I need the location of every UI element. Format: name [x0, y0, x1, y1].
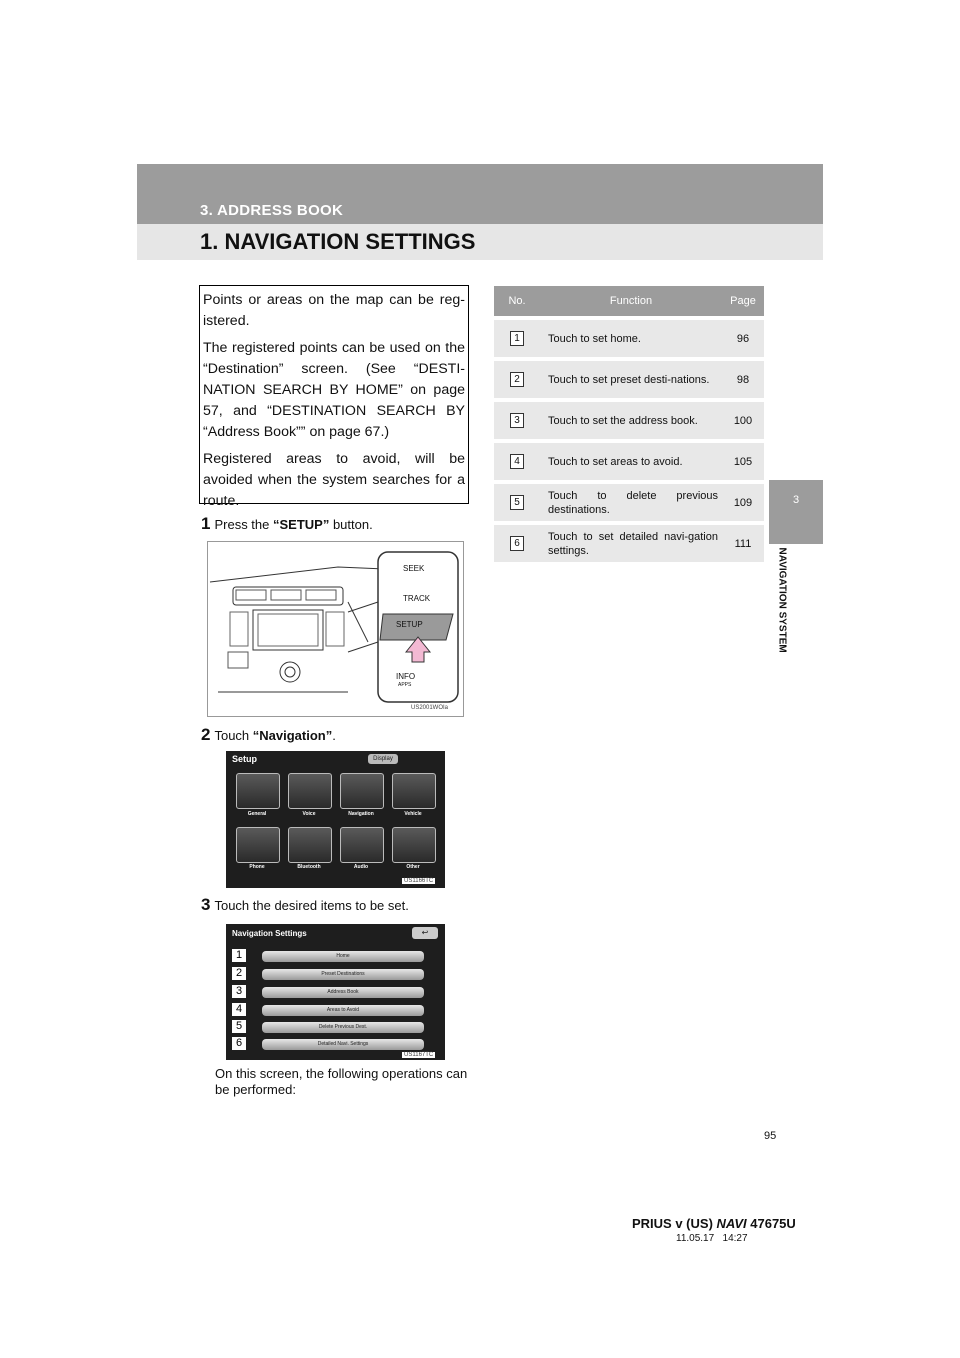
tile-label: Other [406, 864, 420, 870]
row-number: 6 [510, 536, 524, 551]
bluetooth-tile [288, 827, 332, 863]
footer-model: PRIUS v (US) NAVI 47675U [632, 1216, 796, 1231]
section-title: 3. ADDRESS BOOK [200, 202, 344, 219]
nav-settings-title: Navigation Settings [232, 929, 307, 938]
column-header: Page [722, 286, 764, 318]
step-1: 1 Press the “SETUP” button. [201, 514, 373, 533]
tile-label: Vehicle [404, 811, 422, 817]
table-row [494, 523, 764, 562]
row-page: 98 [722, 359, 764, 400]
row-function: Touch to set the address book. [540, 400, 722, 441]
table-row [494, 482, 764, 523]
callout-number: 5 [232, 1020, 246, 1033]
track-label: TRACK [403, 594, 431, 603]
table-row [494, 318, 764, 359]
callout-number: 6 [232, 1037, 246, 1050]
function-table [494, 286, 764, 562]
dashboard-figure [207, 541, 464, 717]
apps-label: APPS [398, 682, 412, 688]
intro-paragraph: Points or areas on the map can be reg-istered. [203, 292, 465, 329]
setup-button-label: SETUP [396, 620, 423, 629]
tile-label: Navigation [348, 811, 374, 817]
column-header: Function [540, 286, 722, 318]
page-number: 95 [764, 1130, 777, 1142]
figure-caption: US2001WOIa [411, 705, 449, 711]
row-function: Touch to set home. [540, 318, 722, 359]
step-2: 2 Touch “Navigation”. [201, 725, 336, 744]
row-number: 4 [510, 454, 524, 469]
general-tile [236, 773, 280, 809]
row-number: 2 [510, 372, 524, 387]
setup-screen-figure [226, 751, 445, 888]
setup-screen-title: Setup [232, 754, 258, 764]
row-page: 96 [722, 318, 764, 359]
dashboard-illustration [208, 542, 464, 717]
callout-number: 1 [232, 949, 246, 962]
callout-number: 4 [232, 1003, 246, 1016]
row-function: Touch to set preset desti-nations. [540, 359, 722, 400]
home-option: Home [262, 951, 424, 962]
address-book-option: Address Book [262, 987, 424, 998]
callout-number: 3 [232, 985, 246, 998]
phone-tile [236, 827, 280, 863]
bullet-text: On this screen, the following operations can be performed: [215, 1066, 468, 1097]
preset-destinations-option: Preset Destinations [262, 969, 424, 980]
figure-caption: US1167TC [404, 1052, 434, 1058]
page-title: 1. NAVIGATION SETTINGS [200, 229, 476, 254]
callout-number: 2 [232, 967, 246, 980]
column-header: No. [494, 286, 540, 318]
tile-label: General [247, 811, 267, 817]
tile-label: Voice [302, 811, 316, 817]
audio-tile [340, 827, 384, 863]
row-page: 105 [722, 441, 764, 482]
intro-box [199, 285, 469, 509]
info-label: INFO [396, 672, 416, 681]
row-function: Touch to set areas to avoid. [540, 441, 722, 482]
navigation-tile [340, 773, 384, 809]
delete-previous-dest-option: Delete Previous Dest. [262, 1022, 424, 1033]
footer-date: 11.05.17 14:27 [676, 1233, 748, 1244]
row-page: 109 [722, 482, 764, 523]
figure-caption: US1166TC [404, 878, 434, 884]
step-3: 3 Touch the desired items to be set. [201, 895, 409, 914]
intro-paragraph: The registered points can be used on the “Destination” screen. (See “DESTI-NATION SEARCH BY HOME” on page 57, and “DESTINATION SEARCH BY “Address Book”” on page 67.) [203, 340, 465, 440]
table-row [494, 359, 764, 400]
other-tile [392, 827, 436, 863]
intro-paragraph: Registered areas to avoid, will be avoided when the system searches for a route. [203, 451, 465, 509]
tile-label: Bluetooth [297, 864, 321, 870]
row-page: 111 [722, 523, 764, 562]
tile-label: Audio [353, 864, 369, 870]
display-button: Display [368, 754, 398, 764]
areas-to-avoid-option: Areas to Avoid [262, 1005, 424, 1016]
vehicle-tile [392, 773, 436, 809]
detailed-navi-settings-option: Detailed Navi. Settings [262, 1039, 424, 1050]
back-icon: ↩ [412, 927, 438, 939]
row-number: 3 [510, 413, 524, 428]
row-number: 5 [510, 495, 524, 510]
navigation-settings-figure [226, 924, 445, 1060]
chapter-label: NAVIGATION SYSTEM [776, 547, 788, 653]
row-function: Touch to delete previous destinations. [540, 482, 722, 523]
table-row [494, 441, 764, 482]
chapter-tab: 3 [769, 480, 823, 544]
seek-label: SEEK [403, 564, 425, 573]
row-function: Touch to set detailed navi-gation settings. [540, 523, 722, 562]
table-row [494, 400, 764, 441]
tile-label: Phone [249, 864, 265, 870]
voice-tile [288, 773, 332, 809]
row-page: 100 [722, 400, 764, 441]
row-number: 1 [510, 331, 524, 346]
